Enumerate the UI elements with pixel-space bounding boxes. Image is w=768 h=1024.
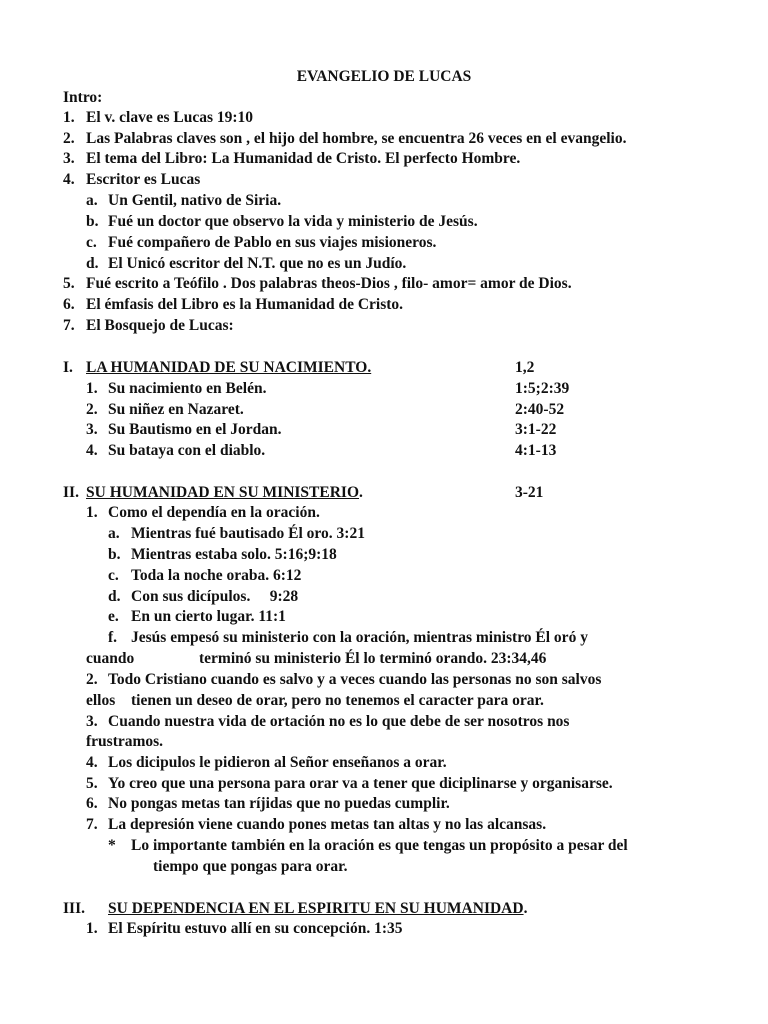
outline-number: 2. xyxy=(86,671,98,688)
intro-sub-letter: c. xyxy=(86,234,97,251)
intro-label: Intro: xyxy=(63,89,103,106)
outline-number: 3. xyxy=(86,713,98,730)
outline-continuation: frustramos. xyxy=(86,733,164,750)
outline-number: 6. xyxy=(86,795,98,812)
document-title: EVANGELIO DE LUCAS xyxy=(296,68,472,85)
intro-sub-text: Un Gentil, nativo de Siria. xyxy=(108,192,282,209)
section-heading: SU HUMANIDAD EN SU MINISTERIO xyxy=(86,484,360,501)
section-reference: 1,2 xyxy=(515,359,535,376)
outline-sub-text: Mientras fué bautisado Él oro. 3:21 xyxy=(131,525,365,542)
intro-item-text: Fué escrito a Teófilo . Dos palabras theos-Dios , filo- amor= amor de Dios. xyxy=(86,275,572,292)
outline-item-text: La depresión viene cuando pones metas tan altas y no las alcansas. xyxy=(108,816,547,833)
outline-item-text: Lo importante también en la oración es que tengas un propósito a pesar del xyxy=(131,837,628,854)
section-heading: SU DEPENDENCIA EN EL ESPIRITU EN SU HUMANIDAD xyxy=(108,900,524,917)
outline-item-text: Como el dependía en la oración. xyxy=(108,504,320,521)
outline-reference: 1:5;2:39 xyxy=(515,380,570,397)
intro-number: 3. xyxy=(63,150,75,167)
intro-item-text: El émfasis del Libro es la Humanidad de Cristo. xyxy=(86,296,404,313)
intro-number: 7. xyxy=(63,317,75,334)
section-heading-wrap xyxy=(86,483,363,503)
intro-number: 4. xyxy=(63,171,75,188)
section-heading-period: . xyxy=(523,900,528,917)
section-number: II. xyxy=(63,484,79,501)
outline-number: 7. xyxy=(86,816,98,833)
section-heading: LA HUMANIDAD DE SU NACIMIENTO. xyxy=(86,359,372,376)
outline-number: 5. xyxy=(86,775,98,792)
intro-item-text: El v. clave es Lucas 19:10 xyxy=(86,109,254,126)
outline-item-text: Cuando nuestra vida de ortación no es lo que debe de ser nosotros nos xyxy=(108,713,570,730)
bullet-star: * xyxy=(108,837,116,854)
section-number: III. xyxy=(63,900,85,917)
outline-sub-letter: f. xyxy=(108,629,118,646)
section-heading-wrap xyxy=(108,899,527,919)
outline-reference: 2:40-52 xyxy=(515,401,565,418)
outline-reference: 3:1-22 xyxy=(515,421,557,438)
outline-sub-letter: b. xyxy=(108,546,121,563)
outline-sub-text: Jesús empesó su ministerio con la oración, mientras ministro Él oró y xyxy=(131,629,588,646)
intro-item-text: Escritor es Lucas xyxy=(86,171,201,188)
outline-number: 4. xyxy=(86,442,98,459)
outline-sub-letter: a. xyxy=(108,525,120,542)
outline-continuation: terminó su ministerio Él lo terminó orando. 23:34,46 xyxy=(199,650,547,667)
outline-item-text: Todo Cristiano cuando es salvo y a veces cuando las personas no son salvos xyxy=(108,671,602,688)
outline-sub-letter: d. xyxy=(108,588,121,605)
outline-sub-letter: e. xyxy=(108,608,119,625)
intro-sub-letter: b. xyxy=(86,213,99,230)
section-number: I. xyxy=(63,359,73,376)
outline-item-text: Su nacimiento en Belén. xyxy=(108,380,267,397)
outline-item-text: Los dicipulos le pidieron al Señor enseñanos a orar. xyxy=(108,754,447,771)
outline-item-text: El Espíritu estuvo allí en su concepción. 1:35 xyxy=(108,920,403,937)
outline-number: 4. xyxy=(86,754,98,771)
outline-number: 1. xyxy=(86,920,98,937)
outline-sub-text: En un cierto lugar. 11:1 xyxy=(131,608,286,625)
intro-item-text: El tema del Libro: La Humanidad de Cristo. El perfecto Hombre. xyxy=(86,150,521,167)
intro-number: 5. xyxy=(63,275,75,292)
intro-sub-text: Fué compañero de Pablo en sus viajes misioneros. xyxy=(108,234,437,251)
outline-item-text: Su bataya con el diablo. xyxy=(108,442,266,459)
section-heading-period: . xyxy=(359,484,363,501)
intro-sub-letter: a. xyxy=(86,192,98,209)
intro-item-text: El Bosquejo de Lucas: xyxy=(86,317,234,334)
outline-continuation: tiempo que pongas para orar. xyxy=(153,858,348,875)
intro-item-text: Las Palabras claves son , el hijo del hombre, se encuentra 26 veces en el evangelio. xyxy=(86,130,627,147)
outline-sub-text: Con sus dicípulos. 9:28 xyxy=(131,588,299,605)
outline-continuation: tienen un deseo de orar, pero no tenemos el caracter para orar. xyxy=(131,692,544,709)
outline-sub-letter: c. xyxy=(108,567,119,584)
outline-item-text: No pongas metas tan ríjidas que no puedas cumplir. xyxy=(108,795,450,812)
intro-sub-text: El Unicó escritor del N.T. que no es un Judío. xyxy=(108,255,407,272)
outline-item-text: Su niñez en Nazaret. xyxy=(108,401,244,418)
intro-number: 2. xyxy=(63,130,75,147)
outline-number: 3. xyxy=(86,421,98,438)
intro-number: 1. xyxy=(63,109,75,126)
outline-sub-text: Toda la noche oraba. 6:12 xyxy=(131,567,302,584)
intro-sub-text: Fué un doctor que observo la vida y ministerio de Jesús. xyxy=(108,213,478,230)
outline-continuation: cuando xyxy=(86,650,135,667)
outline-number: 1. xyxy=(86,380,98,397)
outline-sub-text: Mientras estaba solo. 5:16;9:18 xyxy=(131,546,337,563)
outline-number: 2. xyxy=(86,401,98,418)
section-reference: 3-21 xyxy=(515,484,544,501)
intro-sub-letter: d. xyxy=(86,255,99,272)
outline-number: 1. xyxy=(86,504,98,521)
outline-continuation: ellos xyxy=(86,692,116,709)
outline-item-text: Su Bautismo en el Jordan. xyxy=(108,421,282,438)
outline-item-text: Yo creo que una persona para orar va a tener que diciplinarse y organisarse. xyxy=(108,775,613,792)
intro-number: 6. xyxy=(63,296,75,313)
outline-reference: 4:1-13 xyxy=(515,442,557,459)
